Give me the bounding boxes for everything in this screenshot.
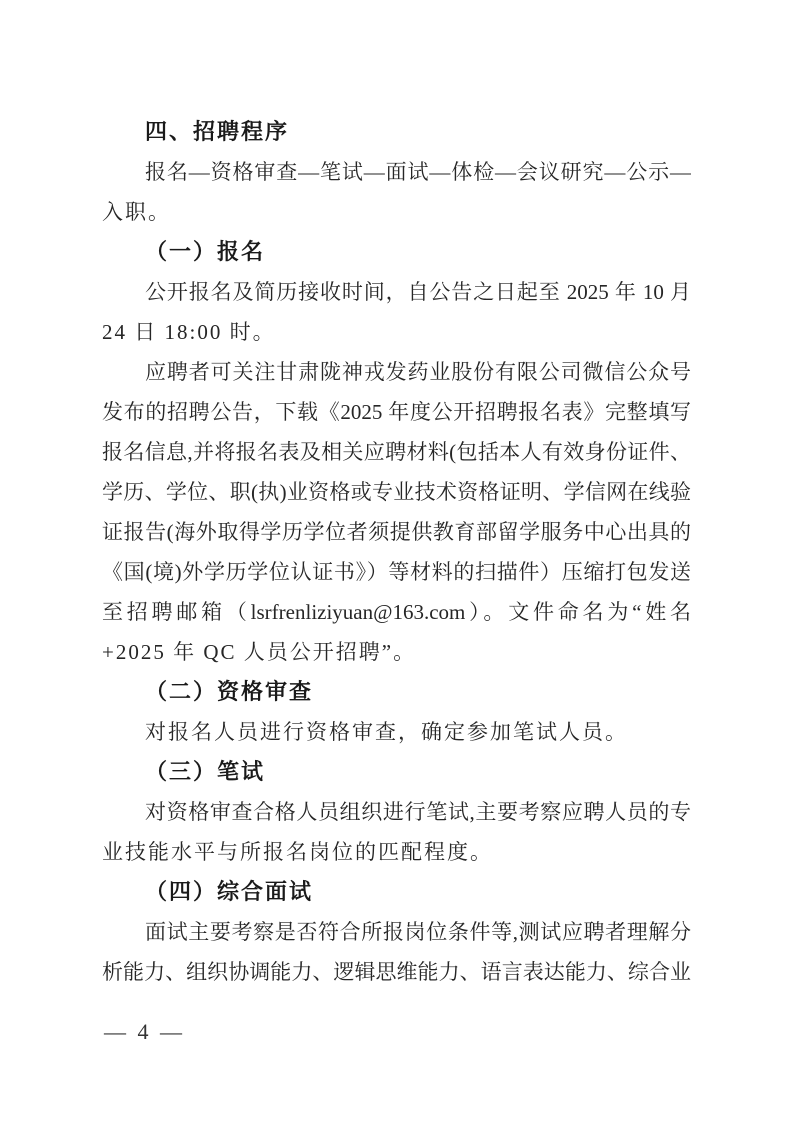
section-title: 四、招聘程序 (145, 119, 290, 144)
paragraph-line: 应聘者可关注甘肃陇神戎发药业股份有限公司微信公众号 (145, 360, 691, 384)
paragraph-line: 析能力、组织协调能力、逻辑思维能力、语言表达能力、综合业 (102, 960, 691, 984)
procedure-flow-line: 报名—资格审查—笔试—面试—体检—会议研究—公示— (145, 160, 691, 184)
paragraph-line: 24 日 18:00 时。 (102, 320, 276, 344)
paragraph-line: 发布的招聘公告，下载《2025 年度公开招聘报名表》完整填写 (102, 400, 691, 424)
subsection-heading-qualification-review: （二）资格审查 (145, 679, 314, 704)
subsection-heading-interview: （四）综合面试 (145, 879, 314, 904)
paragraph-line: 证报告(海外取得学历学位者须提供教育部留学服务中心出具的 (102, 520, 691, 544)
paragraph-line: 对资格审查合格人员组织进行笔试,主要考察应聘人员的专 (145, 800, 691, 824)
paragraph-line: 业技能水平与所报名岗位的匹配程度。 (102, 840, 493, 864)
paragraph-line: 《国(境)外学历学位认证书》）等材料的扫描件）压缩打包发送 (102, 560, 691, 584)
subsection-heading-written-test: （三）笔试 (145, 759, 266, 784)
paragraph-line: 报名信息,并将报名表及相关应聘材料(包括本人有效身份证件、 (102, 440, 691, 464)
page-number: — 4 — (104, 1019, 185, 1044)
paragraph-line: 学历、学位、职(执)业资格或专业技术资格证明、学信网在线验 (102, 480, 691, 504)
paragraph-line: 对报名人员进行资格审查，确定参加笔试人员。 (145, 720, 628, 744)
paragraph-line: +2025 年 QC 人员公开招聘”。 (102, 640, 417, 664)
paragraph-line: 面试主要考察是否符合所报岗位条件等,测试应聘者理解分 (145, 920, 691, 944)
paragraph-line-email: 至招聘邮箱（lsrfrenliziyuan@163.com）。文件命名为“姓名 (102, 600, 691, 624)
document-text-block (102, 112, 691, 992)
paragraph-line: 公开报名及简历接收时间，自公告之日起至 2025 年 10 月 (145, 280, 691, 304)
subsection-heading-signup: （一）报名 (145, 239, 266, 264)
procedure-flow-line: 入职。 (102, 200, 171, 224)
